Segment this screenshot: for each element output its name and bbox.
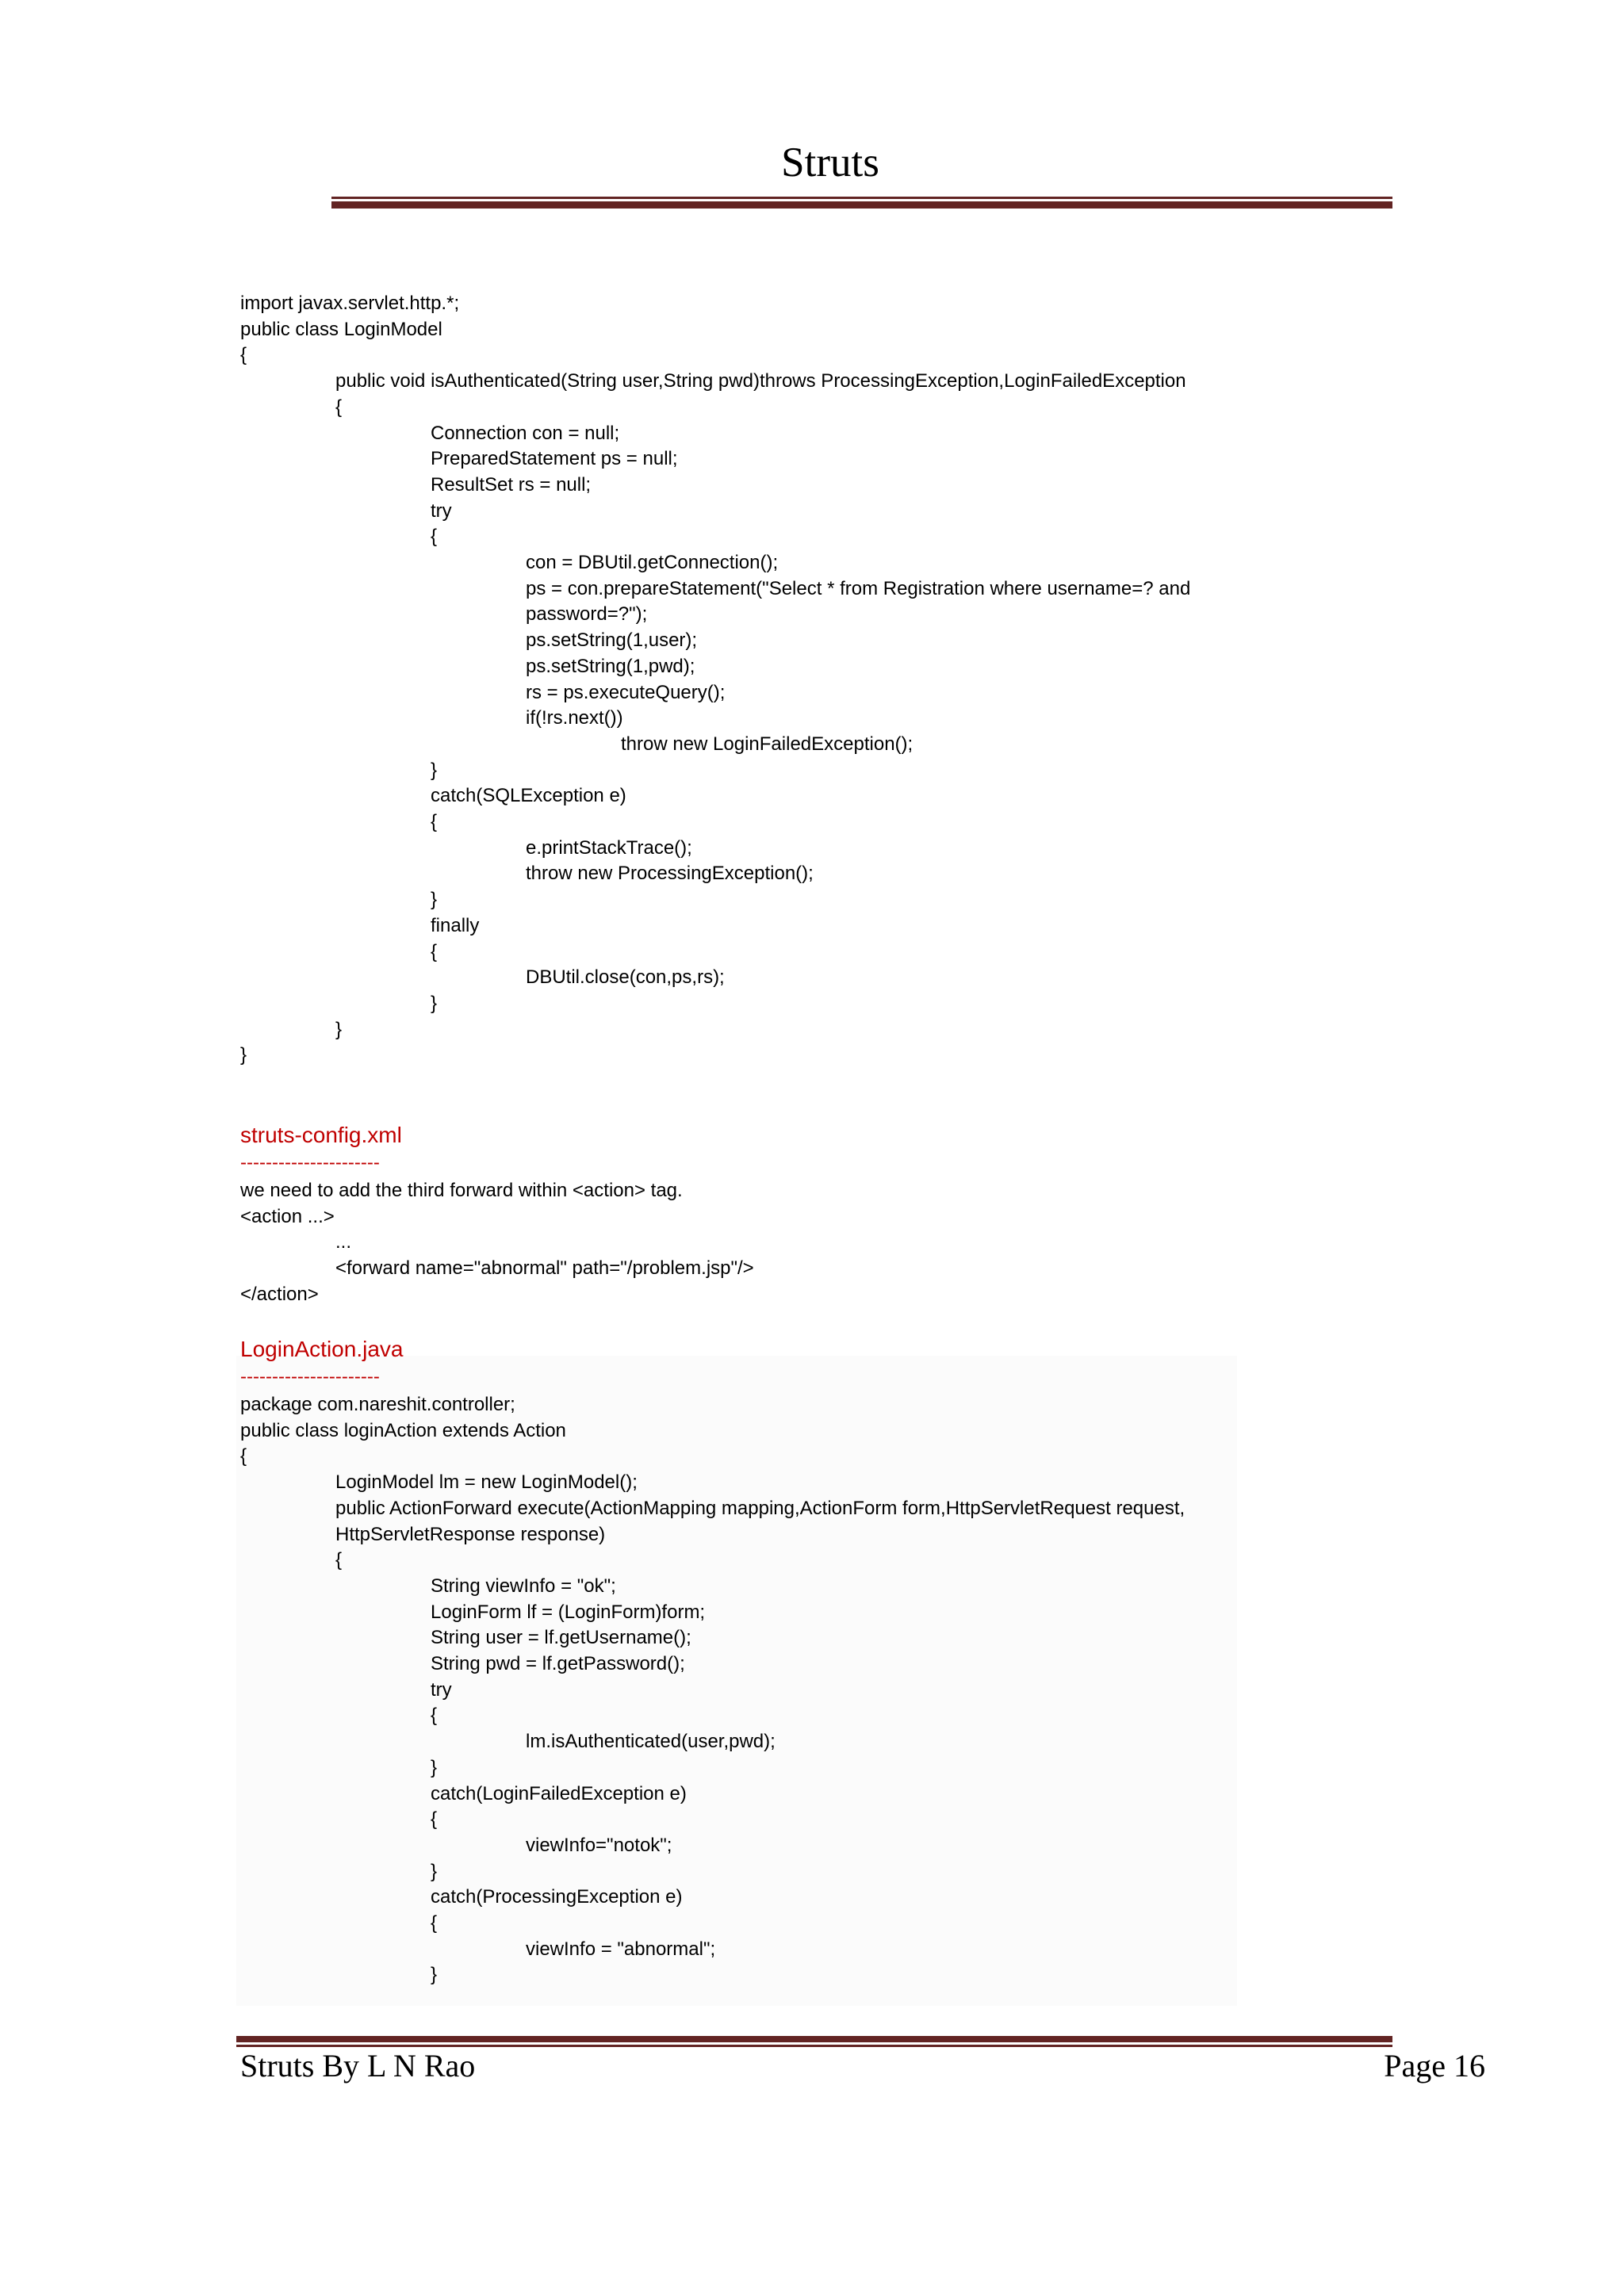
code-line: public class LoginModel [240, 318, 442, 340]
code-line: HttpServletResponse response) [335, 1523, 606, 1545]
code-line: String user = lf.getUsername(); [431, 1627, 691, 1649]
code-line: ps = con.prepareStatement("Select * from Registration where username=? and [526, 577, 1191, 599]
code-line: rs = ps.executeQuery(); [526, 681, 726, 703]
code-line: String pwd = lf.getPassword(); [431, 1653, 685, 1674]
code-line: { [431, 1912, 438, 1934]
code-line: { [431, 526, 438, 548]
page-title: Struts [781, 140, 879, 186]
code-background [236, 1356, 1237, 2006]
code-line: catch(ProcessingException e) [431, 1886, 683, 1908]
code-line: try [431, 499, 452, 522]
code-line: import javax.servlet.http.*; [240, 293, 460, 314]
code-line: public class loginAction extends Action [240, 1419, 566, 1441]
code-line: PreparedStatement ps = null; [431, 448, 678, 470]
code-line: } [240, 1044, 247, 1066]
code-line: } [431, 759, 438, 781]
code-line: { [335, 1549, 343, 1571]
footer-rule-thick [236, 2036, 1392, 2042]
section-underline-loginaction: ---------------------- [240, 1366, 380, 1387]
code-line: <action ...> [240, 1205, 335, 1227]
code-line: Connection con = null; [431, 422, 620, 444]
code-line: lm.isAuthenticated(user,pwd); [526, 1731, 776, 1753]
code-line: LoginModel lm = new LoginModel(); [335, 1471, 638, 1494]
header-rule-thin [331, 197, 1392, 199]
code-line: LoginForm lf = (LoginForm)form; [431, 1601, 706, 1623]
code-line: e.printStackTrace(); [526, 836, 692, 859]
code-line: package com.nareshit.controller; [240, 1394, 515, 1415]
code-line: <forward name="abnormal" path="/problem.jsp"/> [335, 1257, 754, 1280]
code-line: catch(SQLException e) [431, 785, 626, 807]
code-line: ps.setString(1,pwd); [526, 655, 695, 677]
code-line: { [431, 940, 438, 962]
code-line: } [335, 1018, 343, 1040]
section-heading-struts-config: struts-config.xml [240, 1123, 402, 1147]
code-line: </action> [240, 1283, 319, 1305]
code-line: viewInfo = "abnormal"; [526, 1938, 716, 1960]
code-line: } [431, 1860, 438, 1882]
code-line: } [431, 889, 438, 911]
section-heading-loginaction: LoginAction.java [240, 1337, 404, 1361]
code-line: { [431, 1808, 438, 1831]
code-line: DBUtil.close(con,ps,rs); [526, 966, 725, 989]
header-rule-thick [331, 201, 1392, 209]
code-line: throw new LoginFailedException(); [621, 733, 914, 755]
code-line: password=?"); [526, 603, 648, 626]
code-line: public ActionForward execute(ActionMapping mapping,ActionForm form,HttpServletRequest request, [335, 1497, 1185, 1519]
code-line: } [431, 1756, 438, 1778]
footer-author: Struts By L N Rao [240, 2048, 476, 2084]
code-line: if(!rs.next()) [526, 707, 623, 729]
code-line: String viewInfo = "ok"; [431, 1575, 616, 1597]
code-line: } [431, 992, 438, 1014]
code-line: ResultSet rs = null; [431, 473, 592, 496]
code-line: public void isAuthenticated(String user,String pwd)throws ProcessingException,LoginFailedException [335, 370, 1186, 392]
code-line: viewInfo="notok"; [526, 1834, 672, 1856]
code-line: try [431, 1678, 452, 1701]
code-line: } [431, 1964, 438, 1986]
code-line: ps.setString(1,user); [526, 629, 698, 652]
code-line: { [240, 1445, 247, 1468]
code-line: catch(LoginFailedException e) [431, 1782, 687, 1804]
code-line: { [240, 344, 247, 366]
code-line: ... [335, 1231, 352, 1253]
code-line: { [431, 1705, 438, 1727]
code-line: { [335, 396, 343, 418]
code-line: throw new ProcessingException(); [526, 863, 814, 885]
footer-page-number: Page 16 [1384, 2048, 1485, 2084]
code-line: con = DBUtil.getConnection(); [526, 552, 779, 573]
code-line: we need to add the third forward within <action> tag. [240, 1180, 683, 1201]
code-line: { [431, 811, 438, 832]
section-underline-struts-config: ---------------------- [240, 1152, 380, 1173]
code-line: finally [431, 914, 480, 936]
